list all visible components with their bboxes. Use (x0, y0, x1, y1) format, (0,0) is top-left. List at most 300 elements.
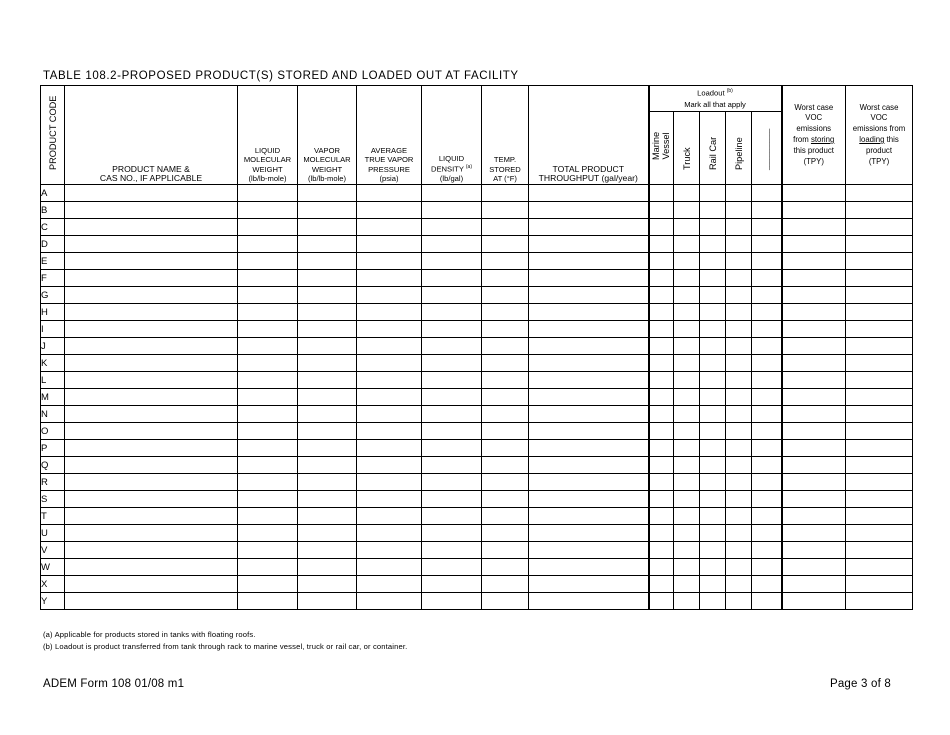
rail-car-cell[interactable] (700, 372, 726, 389)
product-name-cell[interactable] (65, 542, 238, 559)
truck-cell[interactable] (674, 321, 700, 338)
product-name-cell[interactable] (65, 491, 238, 508)
rail-car-cell[interactable] (700, 542, 726, 559)
vapor-pressure-cell[interactable] (357, 491, 422, 508)
temp-cell[interactable] (482, 372, 529, 389)
density-cell[interactable] (422, 406, 482, 423)
throughput-cell[interactable] (529, 338, 649, 355)
product-name-cell[interactable] (65, 253, 238, 270)
truck-cell[interactable] (674, 474, 700, 491)
density-cell[interactable] (422, 236, 482, 253)
marine-vessel-cell[interactable] (649, 440, 674, 457)
temp-cell[interactable] (482, 202, 529, 219)
product-name-cell[interactable] (65, 474, 238, 491)
product-name-cell[interactable] (65, 202, 238, 219)
vapor-pressure-cell[interactable] (357, 474, 422, 491)
pipeline-cell[interactable] (726, 542, 752, 559)
pipeline-cell[interactable] (726, 304, 752, 321)
vapor-mw-cell[interactable] (298, 457, 357, 474)
pipeline-cell[interactable] (726, 406, 752, 423)
vapor-pressure-cell[interactable] (357, 576, 422, 593)
density-cell[interactable] (422, 219, 482, 236)
throughput-cell[interactable] (529, 236, 649, 253)
temp-cell[interactable] (482, 185, 529, 202)
product-name-cell[interactable] (65, 355, 238, 372)
rail-car-cell[interactable] (700, 236, 726, 253)
vapor-mw-cell[interactable] (298, 372, 357, 389)
rail-car-cell[interactable] (700, 491, 726, 508)
loading-emissions-cell[interactable] (846, 474, 913, 491)
storing-emissions-cell[interactable] (782, 338, 846, 355)
product-name-cell[interactable] (65, 304, 238, 321)
pipeline-cell[interactable] (726, 474, 752, 491)
density-cell[interactable] (422, 576, 482, 593)
loading-emissions-cell[interactable] (846, 525, 913, 542)
pipeline-cell[interactable] (726, 559, 752, 576)
truck-cell[interactable] (674, 559, 700, 576)
truck-cell[interactable] (674, 542, 700, 559)
liquid-mw-cell[interactable] (238, 542, 298, 559)
vapor-mw-cell[interactable] (298, 576, 357, 593)
density-cell[interactable] (422, 202, 482, 219)
product-name-cell[interactable] (65, 406, 238, 423)
temp-cell[interactable] (482, 304, 529, 321)
marine-vessel-cell[interactable] (649, 270, 674, 287)
liquid-mw-cell[interactable] (238, 236, 298, 253)
temp-cell[interactable] (482, 559, 529, 576)
marine-vessel-cell[interactable] (649, 321, 674, 338)
throughput-cell[interactable] (529, 491, 649, 508)
temp-cell[interactable] (482, 287, 529, 304)
density-cell[interactable] (422, 321, 482, 338)
liquid-mw-cell[interactable] (238, 287, 298, 304)
storing-emissions-cell[interactable] (782, 457, 846, 474)
pipeline-cell[interactable] (726, 338, 752, 355)
vapor-mw-cell[interactable] (298, 491, 357, 508)
product-name-cell[interactable] (65, 185, 238, 202)
rail-car-cell[interactable] (700, 423, 726, 440)
marine-vessel-cell[interactable] (649, 202, 674, 219)
rail-car-cell[interactable] (700, 440, 726, 457)
rail-car-cell[interactable] (700, 389, 726, 406)
vapor-mw-cell[interactable] (298, 389, 357, 406)
other-loadout-cell[interactable] (752, 593, 782, 610)
product-name-cell[interactable] (65, 389, 238, 406)
pipeline-cell[interactable] (726, 287, 752, 304)
vapor-mw-cell[interactable] (298, 593, 357, 610)
product-name-cell[interactable] (65, 321, 238, 338)
truck-cell[interactable] (674, 253, 700, 270)
vapor-mw-cell[interactable] (298, 236, 357, 253)
loading-emissions-cell[interactable] (846, 321, 913, 338)
vapor-pressure-cell[interactable] (357, 593, 422, 610)
truck-cell[interactable] (674, 355, 700, 372)
rail-car-cell[interactable] (700, 338, 726, 355)
temp-cell[interactable] (482, 355, 529, 372)
loading-emissions-cell[interactable] (846, 576, 913, 593)
vapor-pressure-cell[interactable] (357, 559, 422, 576)
other-loadout-cell[interactable] (752, 355, 782, 372)
truck-cell[interactable] (674, 508, 700, 525)
other-loadout-cell[interactable] (752, 321, 782, 338)
other-loadout-cell[interactable] (752, 576, 782, 593)
density-cell[interactable] (422, 270, 482, 287)
vapor-pressure-cell[interactable] (357, 525, 422, 542)
liquid-mw-cell[interactable] (238, 474, 298, 491)
liquid-mw-cell[interactable] (238, 185, 298, 202)
throughput-cell[interactable] (529, 202, 649, 219)
pipeline-cell[interactable] (726, 202, 752, 219)
vapor-mw-cell[interactable] (298, 355, 357, 372)
vapor-pressure-cell[interactable] (357, 321, 422, 338)
truck-cell[interactable] (674, 185, 700, 202)
loading-emissions-cell[interactable] (846, 440, 913, 457)
storing-emissions-cell[interactable] (782, 559, 846, 576)
temp-cell[interactable] (482, 474, 529, 491)
vapor-mw-cell[interactable] (298, 474, 357, 491)
density-cell[interactable] (422, 185, 482, 202)
product-name-cell[interactable] (65, 440, 238, 457)
vapor-mw-cell[interactable] (298, 270, 357, 287)
loading-emissions-cell[interactable] (846, 253, 913, 270)
truck-cell[interactable] (674, 219, 700, 236)
truck-cell[interactable] (674, 576, 700, 593)
vapor-pressure-cell[interactable] (357, 406, 422, 423)
liquid-mw-cell[interactable] (238, 355, 298, 372)
pipeline-cell[interactable] (726, 219, 752, 236)
rail-car-cell[interactable] (700, 304, 726, 321)
marine-vessel-cell[interactable] (649, 559, 674, 576)
vapor-pressure-cell[interactable] (357, 542, 422, 559)
storing-emissions-cell[interactable] (782, 593, 846, 610)
density-cell[interactable] (422, 372, 482, 389)
product-name-cell[interactable] (65, 372, 238, 389)
temp-cell[interactable] (482, 491, 529, 508)
vapor-mw-cell[interactable] (298, 287, 357, 304)
throughput-cell[interactable] (529, 372, 649, 389)
liquid-mw-cell[interactable] (238, 270, 298, 287)
vapor-mw-cell[interactable] (298, 542, 357, 559)
loading-emissions-cell[interactable] (846, 355, 913, 372)
rail-car-cell[interactable] (700, 202, 726, 219)
product-name-cell[interactable] (65, 236, 238, 253)
temp-cell[interactable] (482, 321, 529, 338)
density-cell[interactable] (422, 389, 482, 406)
other-loadout-cell[interactable] (752, 372, 782, 389)
rail-car-cell[interactable] (700, 525, 726, 542)
vapor-pressure-cell[interactable] (357, 372, 422, 389)
pipeline-cell[interactable] (726, 389, 752, 406)
temp-cell[interactable] (482, 236, 529, 253)
vapor-pressure-cell[interactable] (357, 389, 422, 406)
loading-emissions-cell[interactable] (846, 185, 913, 202)
truck-cell[interactable] (674, 423, 700, 440)
other-loadout-cell[interactable] (752, 406, 782, 423)
marine-vessel-cell[interactable] (649, 219, 674, 236)
storing-emissions-cell[interactable] (782, 474, 846, 491)
rail-car-cell[interactable] (700, 270, 726, 287)
other-loadout-cell[interactable] (752, 389, 782, 406)
pipeline-cell[interactable] (726, 253, 752, 270)
vapor-pressure-cell[interactable] (357, 270, 422, 287)
other-loadout-cell[interactable] (752, 542, 782, 559)
temp-cell[interactable] (482, 270, 529, 287)
marine-vessel-cell[interactable] (649, 491, 674, 508)
throughput-cell[interactable] (529, 559, 649, 576)
rail-car-cell[interactable] (700, 185, 726, 202)
truck-cell[interactable] (674, 236, 700, 253)
loading-emissions-cell[interactable] (846, 593, 913, 610)
storing-emissions-cell[interactable] (782, 491, 846, 508)
product-name-cell[interactable] (65, 457, 238, 474)
product-name-cell[interactable] (65, 508, 238, 525)
vapor-mw-cell[interactable] (298, 559, 357, 576)
temp-cell[interactable] (482, 338, 529, 355)
temp-cell[interactable] (482, 389, 529, 406)
pipeline-cell[interactable] (726, 270, 752, 287)
throughput-cell[interactable] (529, 423, 649, 440)
other-loadout-cell[interactable] (752, 423, 782, 440)
liquid-mw-cell[interactable] (238, 440, 298, 457)
marine-vessel-cell[interactable] (649, 287, 674, 304)
vapor-pressure-cell[interactable] (357, 185, 422, 202)
other-loadout-cell[interactable] (752, 304, 782, 321)
vapor-pressure-cell[interactable] (357, 202, 422, 219)
rail-car-cell[interactable] (700, 457, 726, 474)
truck-cell[interactable] (674, 304, 700, 321)
other-loadout-cell[interactable] (752, 270, 782, 287)
density-cell[interactable] (422, 508, 482, 525)
pipeline-cell[interactable] (726, 525, 752, 542)
product-name-cell[interactable] (65, 219, 238, 236)
marine-vessel-cell[interactable] (649, 372, 674, 389)
storing-emissions-cell[interactable] (782, 202, 846, 219)
storing-emissions-cell[interactable] (782, 372, 846, 389)
temp-cell[interactable] (482, 440, 529, 457)
liquid-mw-cell[interactable] (238, 491, 298, 508)
throughput-cell[interactable] (529, 474, 649, 491)
other-loadout-cell[interactable] (752, 287, 782, 304)
storing-emissions-cell[interactable] (782, 406, 846, 423)
other-loadout-cell[interactable] (752, 253, 782, 270)
storing-emissions-cell[interactable] (782, 525, 846, 542)
storing-emissions-cell[interactable] (782, 542, 846, 559)
liquid-mw-cell[interactable] (238, 304, 298, 321)
other-loadout-cell[interactable] (752, 508, 782, 525)
temp-cell[interactable] (482, 525, 529, 542)
truck-cell[interactable] (674, 287, 700, 304)
pipeline-cell[interactable] (726, 236, 752, 253)
loading-emissions-cell[interactable] (846, 372, 913, 389)
density-cell[interactable] (422, 491, 482, 508)
throughput-cell[interactable] (529, 304, 649, 321)
temp-cell[interactable] (482, 457, 529, 474)
loading-emissions-cell[interactable] (846, 457, 913, 474)
vapor-pressure-cell[interactable] (357, 236, 422, 253)
vapor-mw-cell[interactable] (298, 253, 357, 270)
vapor-pressure-cell[interactable] (357, 287, 422, 304)
density-cell[interactable] (422, 355, 482, 372)
marine-vessel-cell[interactable] (649, 355, 674, 372)
rail-car-cell[interactable] (700, 593, 726, 610)
vapor-mw-cell[interactable] (298, 423, 357, 440)
liquid-mw-cell[interactable] (238, 423, 298, 440)
product-name-cell[interactable] (65, 270, 238, 287)
vapor-mw-cell[interactable] (298, 525, 357, 542)
marine-vessel-cell[interactable] (649, 406, 674, 423)
liquid-mw-cell[interactable] (238, 372, 298, 389)
storing-emissions-cell[interactable] (782, 304, 846, 321)
rail-car-cell[interactable] (700, 559, 726, 576)
storing-emissions-cell[interactable] (782, 576, 846, 593)
throughput-cell[interactable] (529, 287, 649, 304)
throughput-cell[interactable] (529, 542, 649, 559)
vapor-mw-cell[interactable] (298, 202, 357, 219)
marine-vessel-cell[interactable] (649, 423, 674, 440)
vapor-pressure-cell[interactable] (357, 457, 422, 474)
pipeline-cell[interactable] (726, 593, 752, 610)
storing-emissions-cell[interactable] (782, 236, 846, 253)
loading-emissions-cell[interactable] (846, 338, 913, 355)
pipeline-cell[interactable] (726, 423, 752, 440)
throughput-cell[interactable] (529, 270, 649, 287)
vapor-mw-cell[interactable] (298, 406, 357, 423)
rail-car-cell[interactable] (700, 355, 726, 372)
throughput-cell[interactable] (529, 406, 649, 423)
vapor-pressure-cell[interactable] (357, 423, 422, 440)
truck-cell[interactable] (674, 440, 700, 457)
product-name-cell[interactable] (65, 559, 238, 576)
vapor-mw-cell[interactable] (298, 321, 357, 338)
storing-emissions-cell[interactable] (782, 423, 846, 440)
truck-cell[interactable] (674, 525, 700, 542)
pipeline-cell[interactable] (726, 355, 752, 372)
marine-vessel-cell[interactable] (649, 304, 674, 321)
vapor-pressure-cell[interactable] (357, 355, 422, 372)
pipeline-cell[interactable] (726, 576, 752, 593)
vapor-pressure-cell[interactable] (357, 338, 422, 355)
liquid-mw-cell[interactable] (238, 508, 298, 525)
other-loadout-cell[interactable] (752, 559, 782, 576)
product-name-cell[interactable] (65, 593, 238, 610)
truck-cell[interactable] (674, 389, 700, 406)
throughput-cell[interactable] (529, 576, 649, 593)
temp-cell[interactable] (482, 576, 529, 593)
storing-emissions-cell[interactable] (782, 440, 846, 457)
throughput-cell[interactable] (529, 219, 649, 236)
truck-cell[interactable] (674, 593, 700, 610)
throughput-cell[interactable] (529, 253, 649, 270)
throughput-cell[interactable] (529, 440, 649, 457)
density-cell[interactable] (422, 423, 482, 440)
density-cell[interactable] (422, 338, 482, 355)
pipeline-cell[interactable] (726, 321, 752, 338)
throughput-cell[interactable] (529, 355, 649, 372)
marine-vessel-cell[interactable] (649, 185, 674, 202)
marine-vessel-cell[interactable] (649, 389, 674, 406)
loading-emissions-cell[interactable] (846, 423, 913, 440)
liquid-mw-cell[interactable] (238, 389, 298, 406)
other-loadout-cell[interactable] (752, 457, 782, 474)
rail-car-cell[interactable] (700, 287, 726, 304)
rail-car-cell[interactable] (700, 474, 726, 491)
liquid-mw-cell[interactable] (238, 559, 298, 576)
liquid-mw-cell[interactable] (238, 525, 298, 542)
truck-cell[interactable] (674, 270, 700, 287)
vapor-mw-cell[interactable] (298, 185, 357, 202)
storing-emissions-cell[interactable] (782, 389, 846, 406)
rail-car-cell[interactable] (700, 576, 726, 593)
throughput-cell[interactable] (529, 508, 649, 525)
density-cell[interactable] (422, 525, 482, 542)
other-loadout-cell[interactable] (752, 236, 782, 253)
rail-car-cell[interactable] (700, 406, 726, 423)
other-loadout-cell[interactable] (752, 491, 782, 508)
temp-cell[interactable] (482, 423, 529, 440)
rail-car-cell[interactable] (700, 253, 726, 270)
storing-emissions-cell[interactable] (782, 253, 846, 270)
rail-car-cell[interactable] (700, 508, 726, 525)
other-loadout-cell[interactable] (752, 525, 782, 542)
loading-emissions-cell[interactable] (846, 304, 913, 321)
product-name-cell[interactable] (65, 576, 238, 593)
storing-emissions-cell[interactable] (782, 287, 846, 304)
throughput-cell[interactable] (529, 389, 649, 406)
storing-emissions-cell[interactable] (782, 508, 846, 525)
other-loadout-cell[interactable] (752, 185, 782, 202)
marine-vessel-cell[interactable] (649, 542, 674, 559)
vapor-mw-cell[interactable] (298, 508, 357, 525)
storing-emissions-cell[interactable] (782, 219, 846, 236)
product-name-cell[interactable] (65, 525, 238, 542)
rail-car-cell[interactable] (700, 321, 726, 338)
rail-car-cell[interactable] (700, 219, 726, 236)
temp-cell[interactable] (482, 593, 529, 610)
truck-cell[interactable] (674, 406, 700, 423)
throughput-cell[interactable] (529, 185, 649, 202)
storing-emissions-cell[interactable] (782, 270, 846, 287)
other-loadout-cell[interactable] (752, 440, 782, 457)
pipeline-cell[interactable] (726, 491, 752, 508)
temp-cell[interactable] (482, 219, 529, 236)
vapor-pressure-cell[interactable] (357, 219, 422, 236)
truck-cell[interactable] (674, 202, 700, 219)
liquid-mw-cell[interactable] (238, 202, 298, 219)
other-loadout-cell[interactable] (752, 474, 782, 491)
pipeline-cell[interactable] (726, 372, 752, 389)
loading-emissions-cell[interactable] (846, 491, 913, 508)
loading-emissions-cell[interactable] (846, 202, 913, 219)
liquid-mw-cell[interactable] (238, 576, 298, 593)
marine-vessel-cell[interactable] (649, 525, 674, 542)
throughput-cell[interactable] (529, 525, 649, 542)
marine-vessel-cell[interactable] (649, 593, 674, 610)
density-cell[interactable] (422, 593, 482, 610)
loading-emissions-cell[interactable] (846, 270, 913, 287)
vapor-pressure-cell[interactable] (357, 304, 422, 321)
liquid-mw-cell[interactable] (238, 338, 298, 355)
loading-emissions-cell[interactable] (846, 542, 913, 559)
pipeline-cell[interactable] (726, 185, 752, 202)
temp-cell[interactable] (482, 542, 529, 559)
density-cell[interactable] (422, 440, 482, 457)
loading-emissions-cell[interactable] (846, 559, 913, 576)
product-name-cell[interactable] (65, 423, 238, 440)
temp-cell[interactable] (482, 508, 529, 525)
throughput-cell[interactable] (529, 593, 649, 610)
truck-cell[interactable] (674, 338, 700, 355)
loading-emissions-cell[interactable] (846, 287, 913, 304)
